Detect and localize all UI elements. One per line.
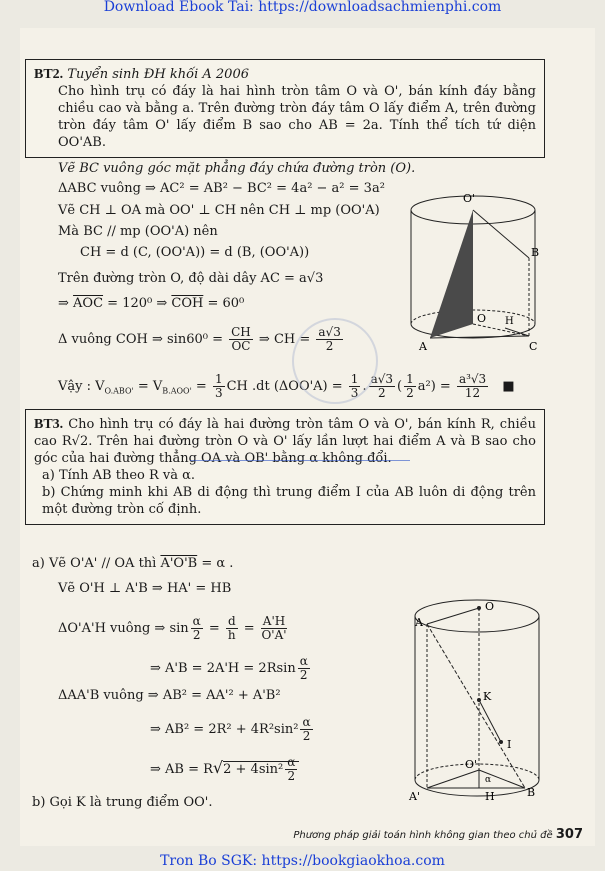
watermark-line [190,434,410,461]
sol2-conclusion: Vậy : $V_{O.ABO'} = V_{B.AOO'}$ = $\frac{1}{3}$ CH .dt (ΔOO'A) = $\frac{1}{3}$ . $\frac{a√3}{2}$ ( $\frac{1}{2}$ a²) = $\frac{\text{a³√3}}{12}$ ■ [58,372,515,400]
sol3-b: Vẽ O'H ⊥ A'B ⇒ HA' = HB [58,581,232,596]
fig1-label-A: A [419,340,427,353]
header-link[interactable]: Download Ebook Tai: https://downloadsachmienphi.com [103,0,502,15]
watermark-logo [292,318,378,404]
sol3-f: ⇒ AB² = 2R² + 4R²sin² $\frac{\alpha}{2}$ [150,715,311,743]
sol2-line6: Trên đường tròn O, độ dài dây AC = a√3 [58,271,324,286]
fig2-label-I: I [507,738,512,751]
fig2-label-B: B [527,786,536,799]
fig1-label-C: C [529,340,538,353]
fig2-label-O: O [485,600,495,613]
figure-cylinder-1 [405,188,555,358]
bt2-label: BT2. [34,67,64,82]
fig1-label-O: O [477,312,487,325]
exercise-bt2 [25,59,545,158]
bt2-source: Tuyển sinh ĐH khối A 2006 [67,67,249,82]
sol3-e: ΔAA'B vuông ⇒ AB² = AA'² + A'B² [58,688,281,703]
page-footer: Phương pháp giải toán hình không gian theo chủ đề 307 [293,827,583,842]
bt3-text: Cho hình trụ có đáy là hai đường tròn tâm O và O', bán kính R, chiều cao R√2. Trên hai đường tròn O và O' lấy lần lượt hai điểm A và B sao cho góc của hai đường thẳng OA và OB' bằng α không đổi. [34,417,536,466]
sol3-d: ⇒ A'B = 2A'H = 2Rsin $\frac{\alpha}{2}$ [150,654,308,682]
bt3-part-b: b) Chứng minh khi AB di động thì trung điểm I của AB luôn di động trên một đường tròn cố định. [42,485,536,517]
exercise-bt3 [25,409,545,525]
sol2-line2: ΔABC vuông ⇒ AC² = AB² − BC² = 4a² − a² = 3a² [58,181,385,196]
sol3-g: ⇒ AB = R√2 + 4sin² $\frac{\alpha}{2}$ [150,756,299,783]
sol2-line4: Mà BC // mp (OO'A) nên [58,224,218,239]
fig2-label-Op: O' [465,758,478,771]
sol3-h: b) Gọi K là trung điểm OO'. [32,795,213,810]
sol2-line8: Δ vuông COH ⇒ sin60⁰ = $\frac{CH}{OC}$ ⇒ CH = $\frac{a√3}{2}$ [58,325,341,353]
bt3-part-a: a) Tính AB theo R và α. [42,468,196,483]
sol2-line1: Vẽ BC vuông góc mặt phẳng đáy chứa đường tròn (O). [58,161,416,176]
fig2-label-A: A [415,616,423,629]
fig2-label-K: K [483,690,492,703]
sol2-line7: ⇒ $\overline{AOC} = 120^0$ ⇒ $\overline{COH} = 60^0$ [58,296,245,311]
sol2-line5: CH = d (C, (OO'A)) = d (B, (OO'A)) [80,245,310,260]
bt2-text: Cho hình trụ có đáy là hai hình tròn tâm O và O', bán kính đáy bằng chiều cao và bằng a. Trên đường tròn đáy tâm O lấy điểm A, trên đường tròn đáy tâm O' lấy điểm B sao cho AB = 2a. Tính thể tích tứ diện OO'AB. [58,84,536,150]
figure-cylinder-2 [405,590,555,800]
fig2-label-H: H [485,790,495,800]
fig2-label-alpha: α [485,775,492,785]
sol2-line3: Vẽ CH ⊥ OA mà OO' ⊥ CH nên CH ⊥ mp (OO'A) [58,203,380,218]
sol3-c: ΔO'A'H vuông ⇒ sin $\frac{\alpha}{2}$ = $\frac{d}{h}$ = $\frac{A'H}{O'A'}$ [58,614,287,642]
sol3-a: a) Vẽ O'A' // OA thì A'O'B = α . [32,556,234,571]
bt3-label: BT3. [34,417,64,432]
fig1-label-B: B [531,246,540,259]
fig1-label-H: H [505,316,514,327]
fig1-label-Op: O' [463,192,476,205]
fig2-label-Ap: A' [409,790,420,800]
footer-link[interactable]: Tron Bo SGK: https://bookgiaokhoa.com [160,853,445,869]
